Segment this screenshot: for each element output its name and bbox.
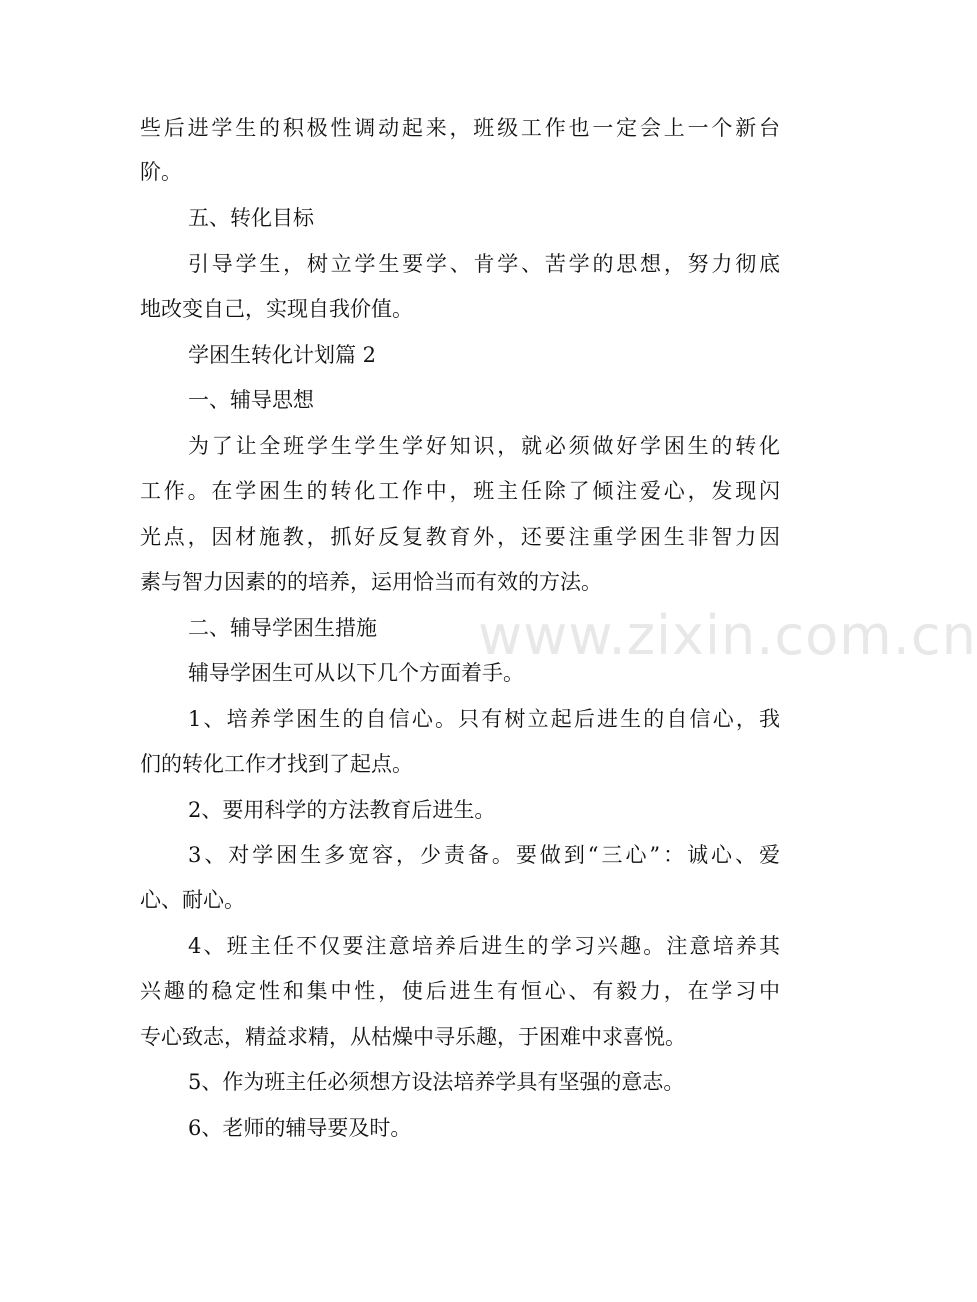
paragraph-line: 为了让全班学生学生学好知识，就必须做好学困生的转化 [188,434,780,458]
paragraph-line: 素与智力因素的的培养，运用恰当而有效的方法。 [140,570,602,594]
list-item: 4、班主任不仅要注意培养后进生的学习兴趣。注意培养其 [188,934,780,958]
list-item: 3、对学困生多宽容，少责备。要做到“三心”：诚心、爱 [188,843,780,867]
list-item: 2、要用科学的方法教育后进生。 [188,798,496,822]
article-title: 学困生转化计划篇 2 [188,343,377,367]
paragraph-line: 地改变自己，实现自我价值。 [140,297,413,321]
section-heading: 五、转化目标 [188,206,314,230]
paragraph-line: 光点，因材施教，抓好反复教育外，还要注重学困生非智力因 [140,525,780,549]
watermark-text: www.zixin.com.cn [478,604,977,667]
section-heading: 一、辅导思想 [188,388,314,412]
paragraph-line: 工作。在学困生的转化工作中，班主任除了倾注爱心，发现闪 [140,479,780,503]
paragraph-line: 们的转化工作才找到了起点。 [140,752,413,776]
list-item: 5、作为班主任必须想方设法培养学具有坚强的意志。 [188,1070,685,1094]
section-heading: 二、辅导学困生措施 [188,616,377,640]
paragraph-line: 阶。 [140,160,182,184]
paragraph-line: 心、耐心。 [140,888,245,912]
paragraph-line: 引导学生，树立学生要学、肯学、苦学的思想，努力彻底 [188,252,780,276]
paragraph-line: 辅导学困生可从以下几个方面着手。 [188,661,524,685]
paragraph-line: 些后进学生的积极性调动起来，班级工作也一定会上一个新台 [140,116,780,140]
list-item: 6、老师的辅导要及时。 [188,1116,412,1140]
paragraph-line: 兴趣的稳定性和集中性，使后进生有恒心、有毅力，在学习中 [140,979,780,1003]
list-item: 1、培养学困生的自信心。只有树立起后进生的自信心，我 [188,707,780,731]
paragraph-line: 专心致志，精益求精，从枯燥中寻乐趣，于困难中求喜悦。 [140,1025,686,1049]
